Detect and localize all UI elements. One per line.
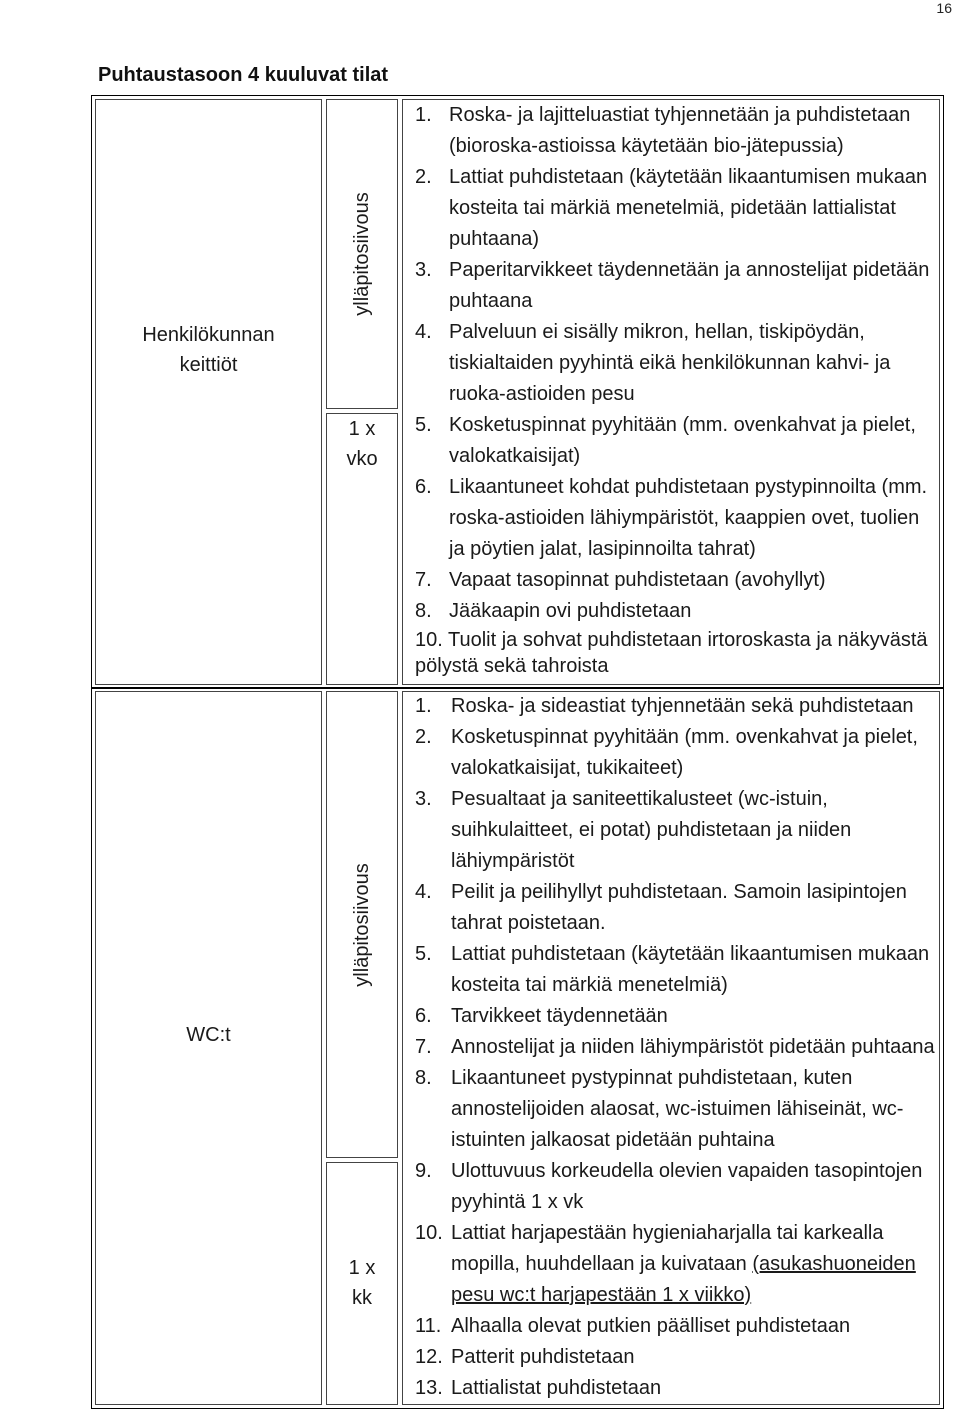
item-number: 3. [415, 259, 432, 281]
section-title: Puhtaustasoon 4 kuuluvat tilat [98, 64, 389, 86]
list-item [415, 255, 935, 317]
item-text: Lattiat puhdistetaan (käytetään likaantumisen mukaan kosteita tai märkiä menetelmiä, pidetään lattialistat puhtaana) [449, 166, 928, 250]
list-item [415, 162, 935, 255]
item-text: Jääkaapin ovi puhdistetaan [449, 600, 692, 622]
area-cell [95, 691, 322, 1405]
cleaning-type-cell [326, 99, 398, 409]
tasks-cell [402, 691, 940, 1405]
list-item [415, 722, 935, 784]
frequency-cell [326, 413, 398, 685]
item-text: Likaantuneet pystypinnat puhdistetaan, kuten annostelijoiden alaosat, wc-istuimen lähiseinät, wc-istuinten jalkaosat pidetään puhtaina [451, 1067, 904, 1151]
list-item [415, 784, 935, 877]
item-text: Lattiat puhdistetaan (käytetään likaantumisen mukaan kosteita tai märkiä menetelmiä) [451, 943, 930, 996]
frequency-line: kk [352, 1287, 372, 1309]
item-number: 2. [415, 166, 432, 188]
task-list [415, 100, 935, 679]
item-text: Tuolit ja sohvat puhdistetaan irtoroskasta ja näkyvästä pölystä sekä tahroista [415, 629, 928, 677]
item-text: Likaantuneet kohdat puhdistetaan pystypinnoilta (mm. roska-astioiden lähiympäristöt, kaappien ovet, tuolien ja pöytien jalat, lasipinnoilta tahrat) [449, 476, 928, 560]
item-text: Patterit puhdistetaan [451, 1346, 635, 1368]
page-number: 16 [936, 0, 952, 16]
item-number: 7. [415, 569, 432, 591]
frequency-label [327, 414, 397, 474]
item-text: Lattialistat puhdistetaan [451, 1377, 662, 1399]
tasks-cell [402, 99, 940, 685]
list-item [415, 317, 935, 410]
item-text: Ulottuvuus korkeudella olevien vapaiden tasopintojen pyyhintä 1 x vk [451, 1160, 923, 1213]
cleaning-type-cell [326, 691, 398, 1158]
kitchen-section-table [91, 95, 944, 689]
list-item [415, 1032, 935, 1063]
item-number: 3. [415, 788, 432, 810]
list-item [415, 596, 935, 627]
list-item [415, 939, 935, 1001]
item-text: Roska- ja lajitteluastiat tyhjennetään ja puhdistetaan (bioroska-astioissa käytetään bio-jätepussia) [449, 104, 911, 157]
cleaning-type-label: ylläpitosiivous [351, 862, 373, 987]
item-text: Palveluun ei sisälly mikron, hellan, tiskipöydän, tiskialtaiden pyyhintä eikä henkilökunnan kahvi- ja ruoka-astioiden pesu [449, 321, 891, 405]
item-number: 10. [415, 629, 443, 651]
item-number: 5. [415, 943, 432, 965]
list-item [415, 100, 935, 162]
list-item [415, 410, 935, 472]
item-number: 7. [415, 1036, 432, 1058]
area-label-line: Henkilökunnan [142, 324, 275, 346]
frequency-line: 1 x [348, 418, 376, 440]
item-text: Kosketuspinnat pyyhitään (mm. ovenkahvat ja pielet, valokatkaisijat, tukikaiteet) [451, 726, 918, 779]
item-number: 9. [415, 1160, 432, 1182]
item-text: Kosketuspinnat pyyhitään (mm. ovenkahvat ja pielet, valokatkaisijat) [449, 414, 916, 467]
frequency-cell [326, 1162, 398, 1405]
list-item [415, 877, 935, 939]
list-item [415, 627, 935, 679]
area-label-line: keittiöt [179, 354, 238, 376]
list-item [415, 1001, 935, 1032]
list-item [415, 1156, 935, 1218]
list-item [415, 1342, 935, 1373]
area-cell [95, 99, 322, 685]
list-item [415, 1063, 935, 1156]
item-number: 5. [415, 414, 432, 436]
item-number: 12. [415, 1346, 443, 1368]
item-number: 1. [415, 695, 432, 717]
item-text: Annostelijat ja niiden lähiympäristöt pidetään puhtaana [451, 1036, 935, 1058]
list-item [415, 565, 935, 596]
list-item [415, 1311, 935, 1342]
item-text: Vapaat tasopinnat puhdistetaan (avohyllyt) [449, 569, 826, 591]
list-item [415, 472, 935, 565]
item-number: 10. [415, 1222, 443, 1244]
task-list [415, 691, 935, 1404]
item-text-main: Lattiat harjapestään hygieniaharjalla tai karkealla mopilla, huuhdellaan ja kuivataan [451, 1222, 884, 1275]
item-number: 13. [415, 1377, 443, 1399]
item-number: 4. [415, 881, 432, 903]
list-item [415, 1373, 935, 1404]
list-item [415, 1218, 935, 1311]
frequency-line: 1 x [348, 1257, 376, 1279]
item-number: 2. [415, 726, 432, 748]
cleaning-type-label: ylläpitosiivous [351, 192, 373, 316]
item-number: 6. [415, 1005, 432, 1027]
area-label [96, 320, 321, 380]
item-number: 8. [415, 600, 432, 622]
item-text: Peilit ja peilihyllyt puhdistetaan. Samoin lasipintojen tahrat poistetaan. [451, 881, 907, 934]
item-text: Pesualtaat ja saniteettikalusteet (wc-istuin, suihkulaitteet, ei potat) puhdistetaan ja niiden lähiympäristöt [451, 788, 852, 872]
item-number: 8. [415, 1067, 432, 1089]
item-text: Tarvikkeet täydennetään [451, 1005, 668, 1027]
item-number: 4. [415, 321, 432, 343]
list-item [415, 691, 935, 722]
area-label-line: WC:t [186, 1024, 231, 1046]
item-text [415, 1218, 935, 1311]
item-text: Roska- ja sideastiat tyhjennetään sekä puhdistetaan [451, 695, 914, 717]
item-text-underlined: (asukashuoneiden pesu wc:t harjapestään 1 x viikko) [451, 1253, 916, 1306]
item-number: 1. [415, 104, 432, 126]
item-text: Paperitarvikkeet täydennetään ja annostelijat pidetään puhtaana [449, 259, 930, 312]
wc-section-table [91, 687, 944, 1409]
item-number: 6. [415, 476, 432, 498]
item-text: Alhaalla olevat putkien päälliset puhdistetaan [451, 1315, 851, 1337]
item-number: 11. [415, 1315, 442, 1337]
area-label [96, 1020, 321, 1050]
frequency-line: vko [346, 448, 378, 470]
frequency-label [327, 1253, 397, 1313]
